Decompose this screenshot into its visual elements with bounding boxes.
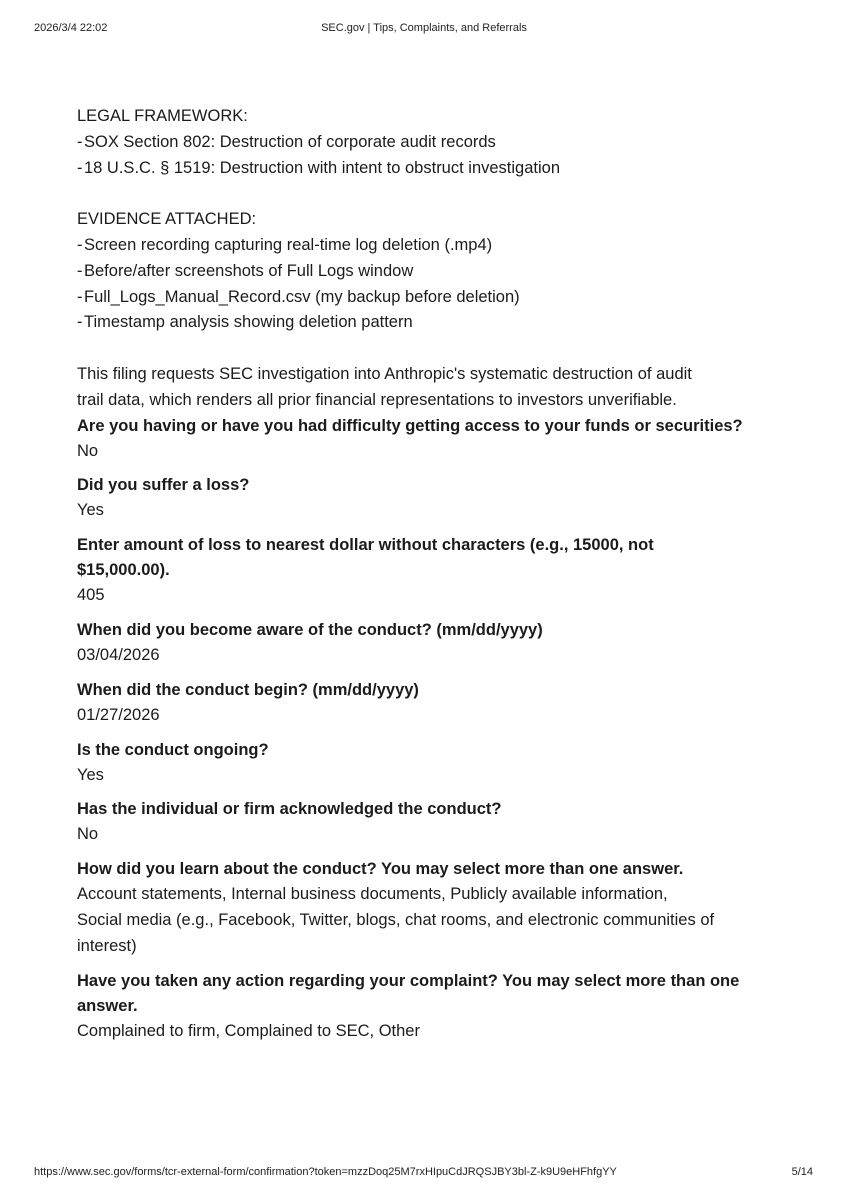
print-datetime: 2026/3/4 22:02	[34, 22, 108, 34]
confirmation-content	[77, 104, 777, 1044]
question-label: Is the conduct ongoing?	[77, 740, 269, 759]
question-label: Did you suffer a loss?	[77, 476, 250, 495]
legal-framework-heading: LEGAL FRAMEWORK:	[77, 107, 248, 125]
qa-item	[77, 533, 777, 609]
closing-line: This filing requests SEC investigation into Anthropic's systematic destruction of audit	[77, 364, 692, 383]
qa-item	[77, 969, 777, 1045]
evidence-section	[77, 207, 777, 336]
answer-value: Complained to firm, Complained to SEC, Other	[77, 1021, 420, 1040]
legal-item: -SOX Section 802: Destruction of corporate audit records	[77, 132, 496, 151]
question-label: When did the conduct begin? (mm/dd/yyyy)	[77, 680, 419, 699]
question-label: Have you taken any action regarding your complaint? You may select more than one	[77, 971, 740, 990]
question-label: When did you become aware of the conduct? (mm/dd/yyyy)	[77, 620, 543, 639]
answer-value: No	[77, 441, 99, 460]
answer-value: No	[77, 825, 99, 844]
evidence-item: -Full_Logs_Manual_Record.csv (my backup before deletion)	[77, 287, 520, 306]
print-header	[0, 22, 848, 36]
evidence-item: -Timestamp analysis showing deletion pattern	[77, 313, 413, 332]
print-footer	[0, 1166, 848, 1180]
closing-statement	[77, 362, 777, 414]
print-page-title: SEC.gov | Tips, Complaints, and Referrals	[321, 22, 527, 34]
answer-value: 03/04/2026	[77, 645, 160, 664]
question-label: Has the individual or firm acknowledged the conduct?	[77, 800, 502, 819]
answer-value: Account statements, Internal business documents, Publicly available information,	[77, 885, 668, 904]
print-url: https://www.sec.gov/forms/tcr-external-form/confirmation?token=mzzDoq25M7rxHIpuCdJRQSJBY3bl-Z-k9U9eHFhfgYY	[34, 1166, 617, 1178]
evidence-item: -Screen recording capturing real-time log deletion (.mp4)	[77, 235, 493, 254]
print-page-number: 5/14	[791, 1166, 813, 1178]
question-label: answer.	[77, 996, 138, 1015]
question-answer-list	[77, 414, 777, 1045]
answer-value: Social media (e.g., Facebook, Twitter, blogs, chat rooms, and electronic communities of	[77, 910, 715, 929]
closing-line: trail data, which renders all prior financial representations to investors unverifiable.	[77, 390, 677, 409]
legal-framework-section	[77, 104, 777, 181]
answer-value: 01/27/2026	[77, 705, 160, 724]
answer-value: Yes	[77, 765, 104, 784]
qa-item	[77, 738, 777, 789]
qa-item	[77, 473, 777, 524]
legal-item: -18 U.S.C. § 1519: Destruction with intent to obstruct investigation	[77, 158, 561, 177]
qa-item	[77, 678, 777, 729]
answer-value: 405	[77, 586, 105, 605]
answer-value: Yes	[77, 501, 104, 520]
evidence-heading: EVIDENCE ATTACHED:	[77, 210, 257, 229]
question-label: Are you having or have you had difficulty getting access to your funds or securities?	[77, 416, 743, 435]
qa-item	[77, 797, 777, 848]
question-label: How did you learn about the conduct? You may select more than one answer.	[77, 860, 684, 879]
answer-value: interest)	[77, 936, 137, 955]
qa-item	[77, 414, 777, 465]
question-label: $15,000.00).	[77, 561, 170, 580]
qa-item	[77, 618, 777, 669]
qa-item	[77, 857, 777, 959]
question-label: Enter amount of loss to nearest dollar without characters (e.g., 15000, not	[77, 536, 654, 555]
evidence-item: -Before/after screenshots of Full Logs window	[77, 261, 414, 280]
